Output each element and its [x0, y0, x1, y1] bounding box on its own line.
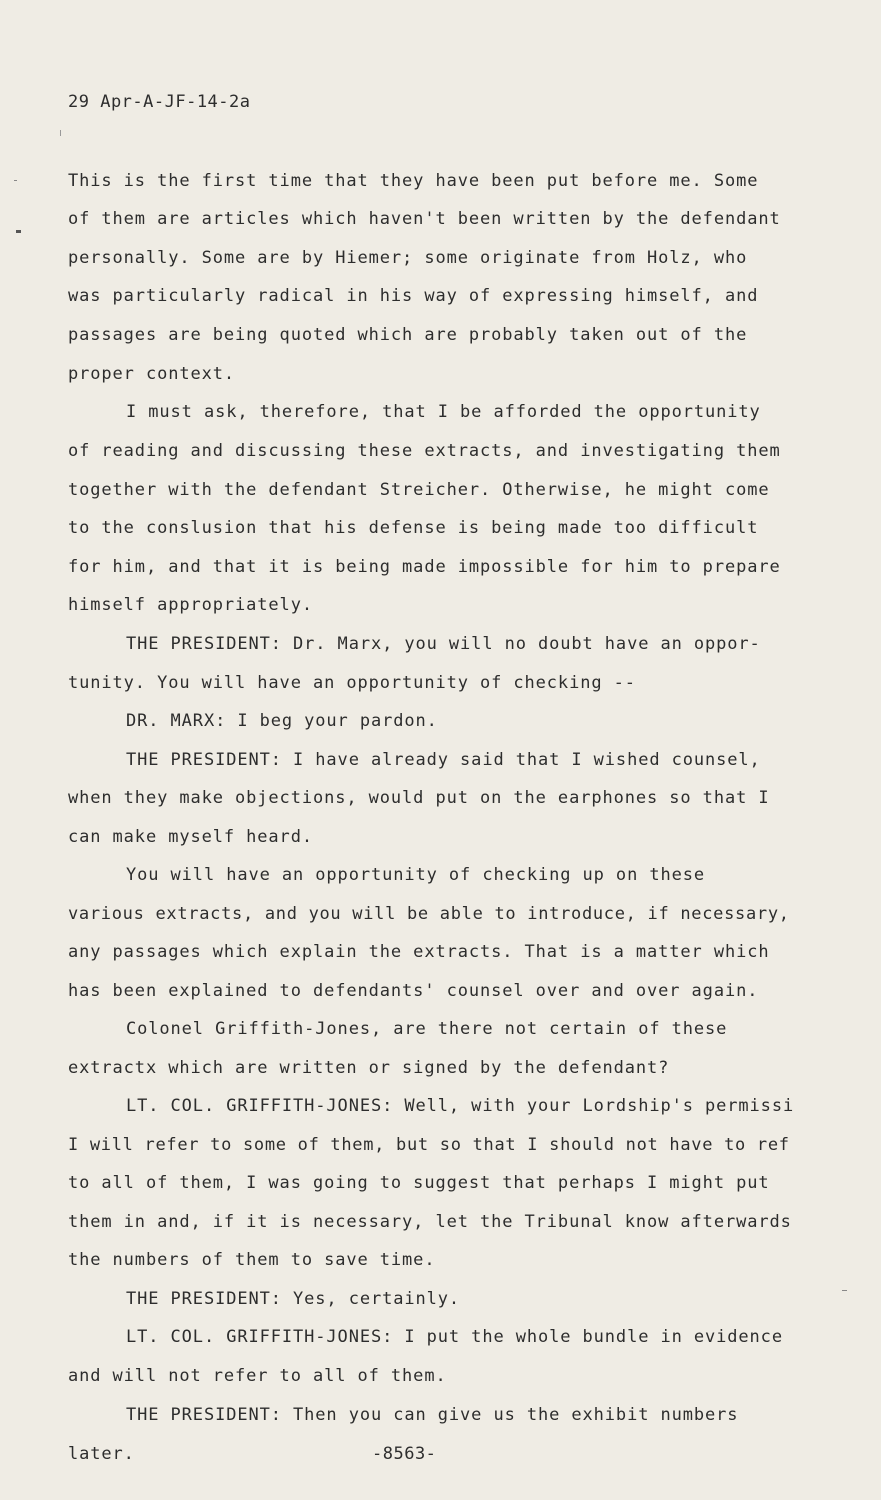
text-line: You will have an opportunity of checking up on these	[126, 865, 706, 885]
text-line: himself appropriately.	[68, 595, 313, 615]
text-line: them in and, if it is necessary, let the Tribunal know afterwards	[68, 1212, 792, 1232]
text-line: the numbers of them to save time.	[68, 1250, 436, 1270]
text-line: to all of them, I was going to suggest that perhaps I might put	[68, 1173, 770, 1193]
text-line: to the conslusion that his defense is being made too difficult	[68, 518, 759, 538]
text-line: I must ask, therefore, that I be afforded the opportunity	[126, 402, 761, 422]
text-line: THE PRESIDENT: Then you can give us the exhibit numbers	[126, 1405, 739, 1425]
text-line: personally. Some are by Hiemer; some originate from Holz, who	[68, 248, 748, 268]
text-line: LT. COL. GRIFFITH-JONES: Well, with your Lordship's permissi	[126, 1096, 795, 1116]
text-line: of them are articles which haven't been written by the defendant	[68, 209, 781, 229]
text-line: I will refer to some of them, but so that I should not have to ref	[68, 1135, 790, 1155]
text-line: any passages which explain the extracts. That is a matter which	[68, 942, 770, 962]
text-line: THE PRESIDENT: Yes, certainly.	[126, 1289, 461, 1309]
text-line: LT. COL. GRIFFITH-JONES: I put the whole bundle in evidence	[126, 1327, 783, 1347]
text-line: proper context.	[68, 364, 236, 384]
text-line: has been explained to defendants' counsel over and over again.	[68, 981, 759, 1001]
text-line: tunity. You will have an opportunity of checking --	[68, 673, 636, 693]
text-line: Colonel Griffith-Jones, are there not certain of these	[126, 1019, 728, 1039]
text-line: THE PRESIDENT: Dr. Marx, you will no doubt have an oppor-	[126, 634, 761, 654]
text-line: of reading and discussing these extracts, and investigating them	[68, 441, 781, 461]
text-line: can make myself heard.	[68, 827, 313, 847]
text-line: extractx which are written or signed by the defendant?	[68, 1058, 670, 1078]
stray-mark	[60, 130, 61, 136]
text-line: DR. MARX: I beg your pardon.	[126, 711, 438, 731]
text-line: together with the defendant Streicher. Otherwise, he might come	[68, 480, 770, 500]
text-line: This is the first time that they have been put before me. Some	[68, 171, 759, 191]
text-line: and will not refer to all of them.	[68, 1366, 447, 1386]
stray-mark	[842, 1290, 847, 1291]
text-line: passages are being quoted which are probably taken out of the	[68, 325, 748, 345]
stray-mark	[14, 180, 17, 181]
stray-mark	[16, 230, 21, 233]
text-line: when they make objections, would put on the earphones so that I	[68, 788, 770, 808]
text-line: THE PRESIDENT: I have already said that I wished counsel,	[126, 750, 761, 770]
page-number: -8563-	[372, 1444, 437, 1464]
document-header: 29 Apr-A-JF-14-2a	[68, 92, 251, 112]
text-line: later.	[68, 1444, 135, 1464]
text-line: was particularly radical in his way of expressing himself, and	[68, 286, 759, 306]
text-line: for him, and that it is being made impossible for him to prepare	[68, 557, 781, 577]
text-line: various extracts, and you will be able to introduce, if necessary,	[68, 904, 790, 924]
